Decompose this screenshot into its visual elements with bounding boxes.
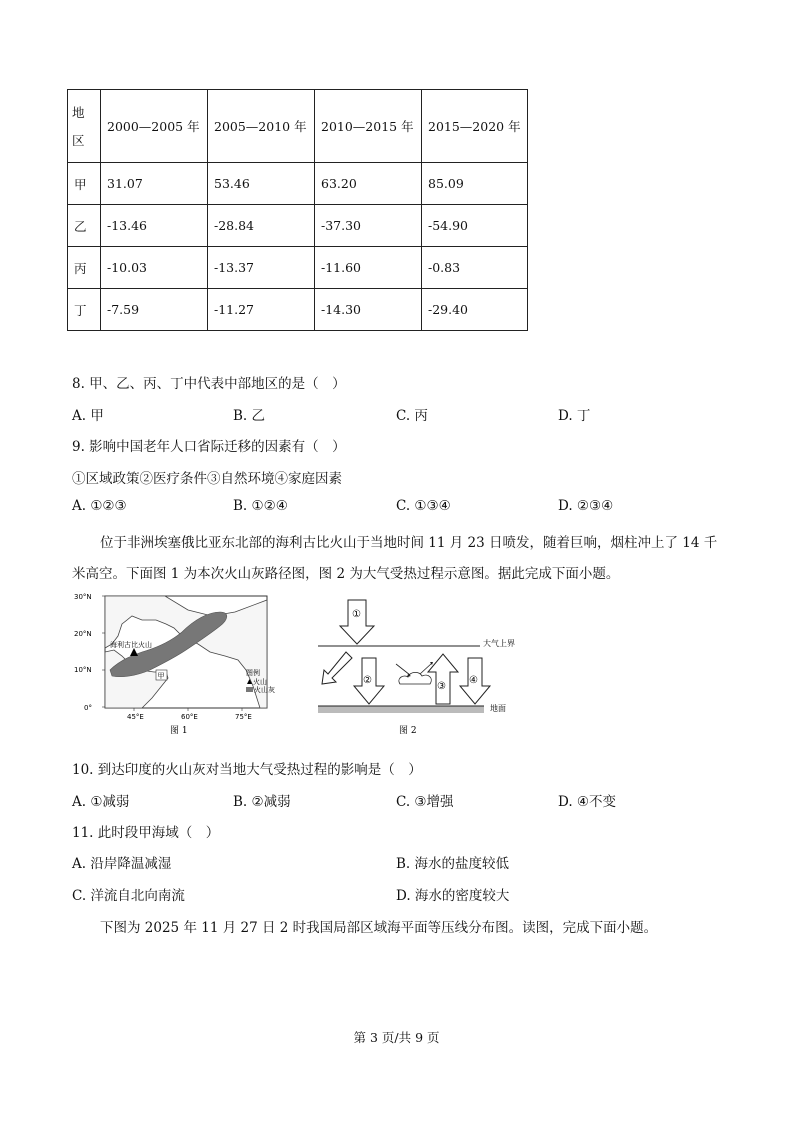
q11-option-b[interactable]: B. 海水的盐度较低 [396, 856, 510, 872]
table-cell: -11.27 [208, 289, 315, 331]
table-cell: 31.07 [101, 163, 208, 205]
cloud-in-arrow [396, 664, 410, 675]
header-period: 2005—2010 年 [208, 90, 315, 163]
table-cell: -37.30 [315, 205, 422, 247]
passage-2-line-1: 下图为 2025 年 11 月 27 日 2 时我国局部区域海平面等压线分布图。读图，完成下面小题。 [100, 920, 658, 936]
header-period: 2015—2020 年 [422, 90, 528, 163]
q8-option-c[interactable]: C. 丙 [396, 408, 428, 424]
q9-option-a[interactable]: A. ①②③ [72, 498, 127, 514]
lat-label: 30°N [74, 593, 92, 601]
question-9-stem: 9. 影响中国老年人口省际迁移的因素有（ ） [72, 439, 346, 455]
table-cell: 53.46 [208, 163, 315, 205]
table-cell: -7.59 [101, 289, 208, 331]
lat-label: 10°N [74, 666, 92, 674]
question-8-stem: 8. 甲、乙、丙、丁中代表中部地区的是（ ） [72, 376, 346, 392]
arrow-2-label: ② [363, 675, 372, 686]
reflection-arrow [322, 652, 352, 684]
passage-1-line-1: 位于非洲埃塞俄比亚东北部的海利古比火山于当地时间 11 月 23 日喷发，随着巨响，烟柱冲上了 14 千 [100, 535, 718, 551]
arrow-4-label: ④ [469, 675, 478, 686]
arrow-1-solar [340, 600, 374, 644]
arrow-3-up [428, 654, 458, 704]
table-cell: -10.03 [101, 247, 208, 289]
q9-option-c[interactable]: C. ①③④ [396, 498, 451, 514]
passage-1-line-2: 米高空。下面图 1 为本次火山灰路径图，图 2 为大气受热过程示意图。据此完成下面小题。 [72, 566, 620, 582]
legend-title: 图例 [246, 669, 260, 677]
table-cell: 63.20 [315, 163, 422, 205]
lat-label: 20°N [74, 630, 92, 638]
lon-label: 75°E [235, 713, 252, 721]
q11-option-d[interactable]: D. 海水的密度较大 [396, 888, 510, 904]
q10-option-d[interactable]: D. ④不变 [558, 794, 617, 810]
figure-1-caption: 图 1 [170, 726, 188, 736]
table-cell: -14.30 [315, 289, 422, 331]
table-cell: -13.37 [208, 247, 315, 289]
arrow-3-label: ③ [437, 681, 446, 692]
q10-option-a[interactable]: A. ①减弱 [72, 794, 130, 810]
table-cell: -28.84 [208, 205, 315, 247]
table-cell: -29.40 [422, 289, 528, 331]
ground-label: 地面 [490, 704, 506, 713]
lon-label: 60°E [181, 713, 198, 721]
row-region: 丁 [68, 289, 101, 331]
q8-option-b[interactable]: B. 乙 [233, 408, 266, 424]
table-row [68, 163, 528, 205]
q11-option-c[interactable]: C. 洋流自北向南流 [72, 888, 185, 904]
ground-hatch [318, 706, 484, 713]
header-region-1: 地 [72, 105, 85, 120]
figure-2-caption: 图 2 [399, 726, 417, 736]
header-region [68, 90, 101, 163]
q11-option-a[interactable]: A. 沿岸降温减湿 [72, 856, 172, 872]
row-region: 丙 [68, 247, 101, 289]
question-11-stem: 11. 此时段甲海域（ ） [72, 825, 220, 841]
table-cell: -13.46 [101, 205, 208, 247]
legend-ash-swatch [246, 687, 253, 692]
cloud-icon [399, 672, 431, 684]
header-region-2: 区 [72, 133, 85, 148]
q9-option-d[interactable]: D. ②③④ [558, 498, 614, 514]
legend-volcano-label: 火山 [253, 678, 267, 686]
volcano-label: 海利古比火山 [110, 641, 152, 649]
question-9-factors: ①区域政策②医疗条件③自然环境④家庭因素 [72, 471, 342, 487]
sea-label: 甲 [157, 672, 165, 680]
table-row [68, 289, 528, 331]
table-cell: 85.09 [422, 163, 528, 205]
table-cell: -0.83 [422, 247, 528, 289]
table-row [68, 247, 528, 289]
atmosphere-top-label: 大气上界 [483, 639, 515, 648]
figure-2-heating-diagram [312, 596, 524, 742]
row-region: 乙 [68, 205, 101, 247]
figure-1-ash-map [70, 590, 280, 740]
table-cell: -54.90 [422, 205, 528, 247]
header-period: 2010—2015 年 [315, 90, 422, 163]
arrow-1-label: ① [352, 609, 361, 620]
q8-option-a[interactable]: A. 甲 [72, 408, 104, 424]
header-period: 2000—2005 年 [101, 90, 208, 163]
page-number: 第 3 页/共 9 页 [353, 1030, 440, 1045]
row-region: 甲 [68, 163, 101, 205]
table-cell: -11.60 [315, 247, 422, 289]
migration-table [67, 89, 528, 331]
q10-option-b[interactable]: B. ②减弱 [233, 794, 291, 810]
legend-ash-label: 火山灰 [254, 686, 275, 694]
question-10-stem: 10. 到达印度的火山灰对当地大气受热过程的影响是（ ） [72, 762, 422, 778]
table-row [68, 205, 528, 247]
q9-option-b[interactable]: B. ①②④ [233, 498, 288, 514]
q10-option-c[interactable]: C. ③增强 [396, 794, 454, 810]
lon-label: 45°E [127, 713, 144, 721]
q8-option-d[interactable]: D. 丁 [558, 408, 591, 424]
lat-label: 0° [84, 704, 92, 712]
